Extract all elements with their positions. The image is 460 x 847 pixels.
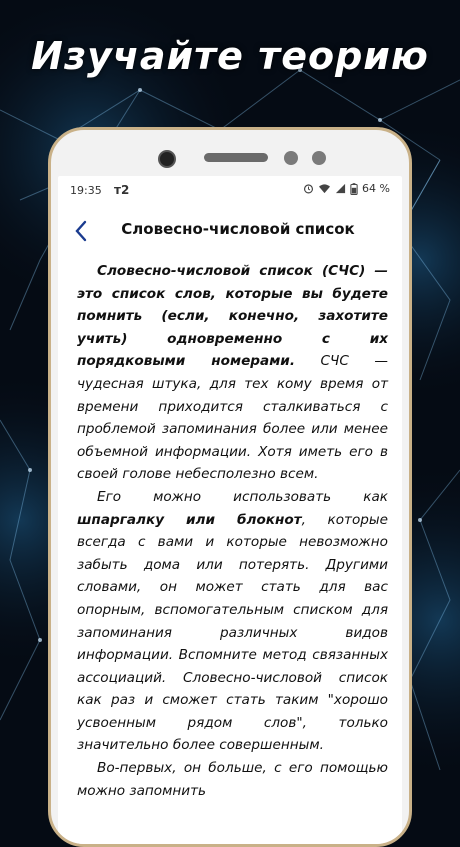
status-bar (58, 176, 402, 204)
paragraph-2-rest: , которые всегда с вами и которые невозможно забыть дома или потерять. Другими словами, он может стать для вас опорным, вспомогательным списком для запоминания различных видов информации. Вспомните метод связанных ассоциаций. Словесно-числовой список как раз и сможет стать таким "хорошо усвоенным рядом слов", только значительно более совершенным. (77, 511, 388, 754)
status-icons (303, 182, 390, 195)
paragraph-1 (77, 260, 388, 486)
promo-title: Изучайте теорию (31, 34, 429, 78)
phone-frame (48, 127, 412, 847)
article-text (77, 260, 388, 847)
back-button[interactable] (70, 218, 94, 244)
definition-text: Словесно-числовой список (СЧС) — это список слов, которые вы будете помнить (если, конечно, захотите учить) одновременно с их порядковыми номерами. (77, 263, 388, 370)
sensor-dot (284, 151, 298, 165)
alarm-icon (303, 183, 314, 194)
app-bar (58, 212, 402, 252)
page-title: Словесно-числовой список (121, 220, 355, 238)
app-screen (58, 176, 402, 847)
paragraph-2 (77, 486, 388, 757)
battery-percent: 64 % (362, 182, 390, 195)
paragraph-2-start: Его можно использовать как (97, 488, 388, 505)
signal-icon (335, 183, 346, 194)
battery-icon (350, 183, 358, 195)
front-camera (158, 150, 176, 168)
sensor-dot (312, 151, 326, 165)
earpiece-speaker (204, 153, 268, 162)
highlight-text: шпаргалку или блокнот (77, 511, 302, 528)
chevron-left-icon (70, 218, 94, 244)
wifi-icon (318, 183, 331, 194)
paragraph-1-rest: СЧС — чудесная штука, для тех кому время от времени приходится сталкиваться с проблемой запоминания более или менее объемной информации. Хотя иметь его в своей голове небесполезно всем. (77, 353, 388, 483)
carrier-logo: т2 (114, 183, 130, 197)
status-time: 19:35 (70, 184, 102, 197)
paragraph-3: Во-первых, он больше, с его помощью можно запомнить (77, 760, 388, 799)
